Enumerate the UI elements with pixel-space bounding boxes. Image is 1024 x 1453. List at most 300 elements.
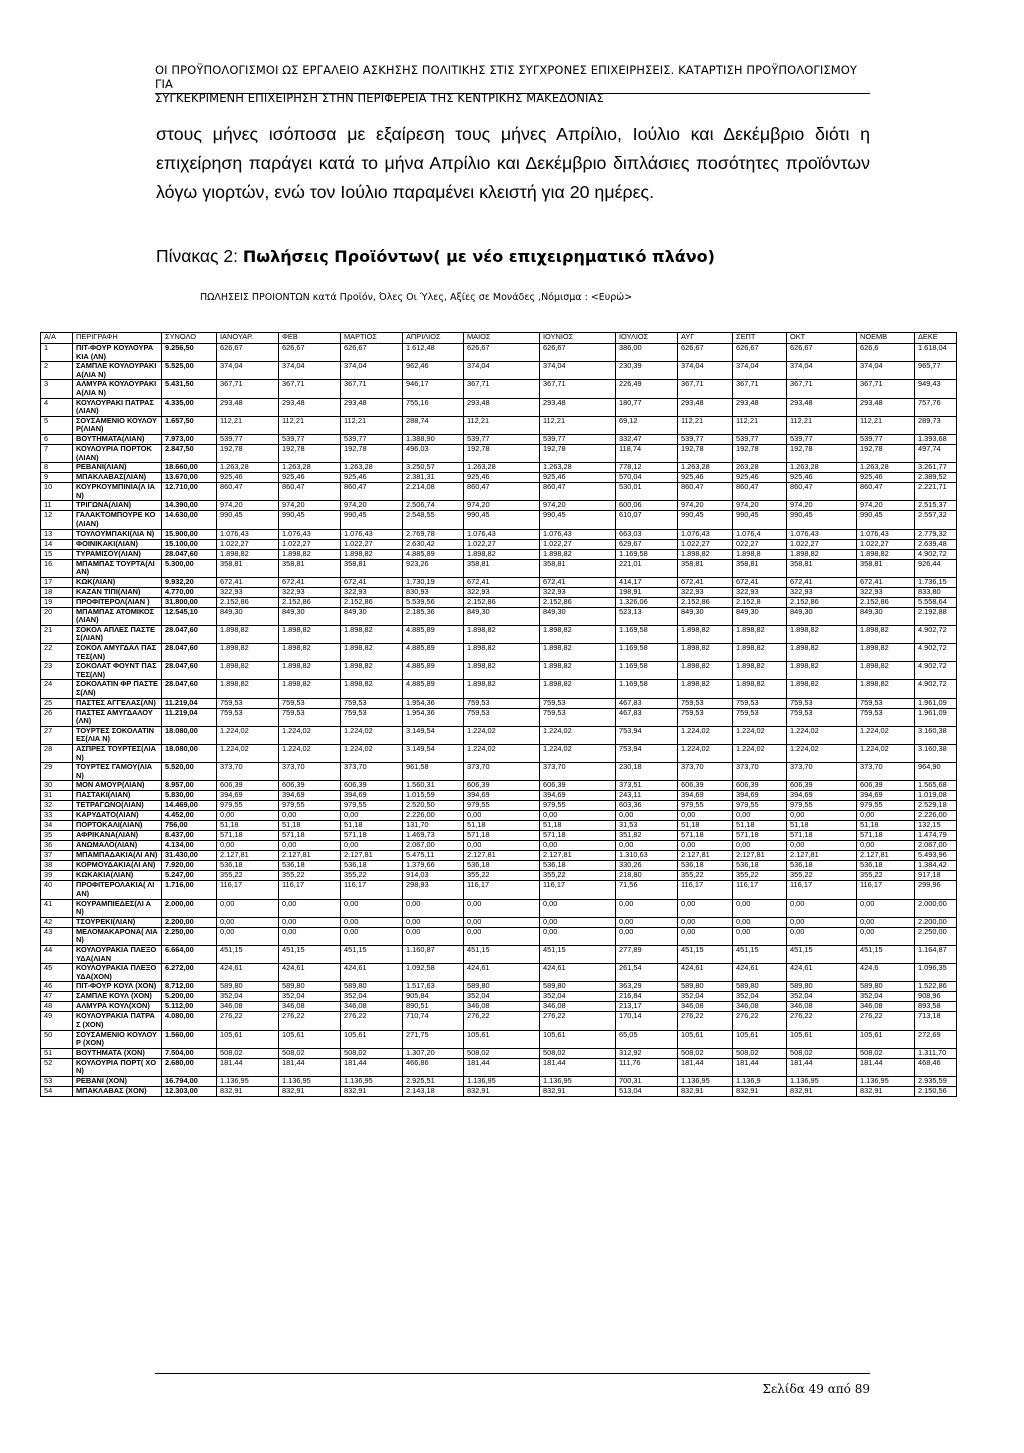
month-value: 1.224,02 — [733, 726, 787, 744]
month-value: 181,44 — [678, 1058, 733, 1076]
month-value: 925,46 — [857, 473, 915, 483]
month-value: 276,22 — [279, 1012, 341, 1030]
table-row — [41, 763, 957, 781]
column-header: ΣΥΝΟΛΟ — [162, 333, 217, 344]
month-value: 606,39 — [787, 781, 857, 791]
month-value: 832,91 — [678, 1086, 733, 1096]
month-value: 1.522,86 — [915, 982, 957, 992]
total-cell: 7.973,00 — [162, 434, 217, 444]
row-number: 26 — [41, 708, 73, 726]
product-name: ΡΕΒΑΝΙ(ΛΙΑΝ) — [73, 463, 162, 473]
month-value: 346,08 — [464, 1002, 540, 1012]
row-number: 2 — [41, 362, 73, 380]
month-value: 192,78 — [464, 444, 540, 462]
product-name: ΤΟΥΛΟΥΜΠΑΚΙ(ΛΙΑ Ν) — [73, 529, 162, 539]
month-value: 700,31 — [616, 1076, 678, 1086]
row-number: 29 — [41, 763, 73, 781]
table-row — [41, 597, 957, 607]
month-value: 1.898,82 — [857, 549, 915, 559]
month-value: 974,20 — [279, 501, 341, 511]
month-value: 0,00 — [733, 841, 787, 851]
product-name: ΠΡΟΦΙΤΕΡΟΛ(ΛΙΑΝ ) — [73, 597, 162, 607]
month-value: 367,71 — [279, 380, 341, 398]
month-value: 424,61 — [217, 964, 279, 982]
month-value: 367,71 — [857, 380, 915, 398]
month-value: 1.898,82 — [540, 644, 616, 662]
month-value: 5.475,11 — [403, 851, 464, 861]
month-value: 1.898,82 — [341, 662, 403, 680]
total-cell: 6.664,00 — [162, 945, 217, 963]
table-row — [41, 444, 957, 462]
total-cell: 7.920,00 — [162, 861, 217, 871]
month-value: 1.224,02 — [787, 745, 857, 763]
month-value: 536,18 — [279, 861, 341, 871]
month-value: 914,03 — [403, 871, 464, 881]
month-value: 2.152,86 — [540, 597, 616, 607]
total-cell: 5.200,00 — [162, 992, 217, 1002]
month-value: 0,00 — [279, 841, 341, 851]
month-value: 0,00 — [403, 927, 464, 945]
month-value: 192,78 — [857, 444, 915, 462]
month-value: 589,80 — [857, 982, 915, 992]
month-value: 2.226,00 — [915, 811, 957, 821]
month-value: 2.935,59 — [915, 1076, 957, 1086]
month-value: 0,00 — [616, 841, 678, 851]
table-row — [41, 680, 957, 698]
row-number: 10 — [41, 483, 73, 501]
table-row — [41, 781, 957, 791]
month-value: 508,02 — [857, 1048, 915, 1058]
month-value: 373,51 — [616, 781, 678, 791]
month-value: 1.517,63 — [403, 982, 464, 992]
row-number: 37 — [41, 851, 73, 861]
month-value: 116,17 — [464, 881, 540, 899]
month-value: 759,53 — [857, 698, 915, 708]
row-number: 8 — [41, 463, 73, 473]
product-name: ΚΟΥΛΟΥΡΑΚΙΑ ΠΛΕΞΟΥΔΑ(ΧΟΝ) — [73, 964, 162, 982]
month-value: 672,41 — [540, 577, 616, 587]
month-value: 2.529,18 — [915, 801, 957, 811]
product-name: ΑΦΡΙΚΑΝΑ(ΛΙΑΝ) — [73, 831, 162, 841]
month-value: 51,18 — [857, 821, 915, 831]
product-name: ΒΟΥΤΗΜΑΤΑ (ΧΟΝ) — [73, 1048, 162, 1058]
month-value: 1.898,82 — [464, 549, 540, 559]
month-value: 672,41 — [464, 577, 540, 587]
month-value: 111,76 — [616, 1058, 678, 1076]
row-number: 14 — [41, 539, 73, 549]
month-value: 539,77 — [279, 434, 341, 444]
product-name: ΚΟΥΛΟΥΡΙΑ ΠΟΡΤ( ΧΟΝ) — [73, 1058, 162, 1076]
month-value: 1.388,90 — [403, 434, 464, 444]
total-cell: 1.716,00 — [162, 881, 217, 899]
product-name: ΤΟΥΡΤΕΣ ΓΑΜΟΥ(ΛΙΑΝ) — [73, 763, 162, 781]
column-header: ΣΕΠΤ — [733, 333, 787, 344]
month-value: 979,55 — [540, 801, 616, 811]
table-row — [41, 831, 957, 841]
month-value: 536,18 — [857, 861, 915, 871]
month-value: 1.160,87 — [403, 945, 464, 963]
month-value: 925,46 — [217, 473, 279, 483]
month-value: 606,39 — [217, 781, 279, 791]
table-row — [41, 1002, 957, 1012]
total-cell: 31.800,00 — [162, 597, 217, 607]
product-name: ΚΟΥΛΟΥΡΑΚΙΑ ΠΑΤΡΑΣ (ΧΟΝ) — [73, 1012, 162, 1030]
month-value: 1.263,28 — [217, 463, 279, 473]
row-number: 12 — [41, 511, 73, 529]
month-value: 1.898,82 — [217, 549, 279, 559]
product-name: ΚΟΡΜΟΥΔΑΚΙΑ(ΛΙ ΑΝ) — [73, 861, 162, 871]
month-value: 925,46 — [787, 473, 857, 483]
month-value: 355,22 — [540, 871, 616, 881]
month-value: 373,70 — [217, 763, 279, 781]
row-number: 11 — [41, 501, 73, 511]
month-value: 759,53 — [217, 698, 279, 708]
total-cell: 12.545,10 — [162, 607, 217, 625]
table-row — [41, 587, 957, 597]
month-value: 1.898,82 — [217, 680, 279, 698]
product-name: ΚΑΖΑΝ ΤΙΠΙ(ΛΙΑΝ) — [73, 587, 162, 597]
month-value: 0,00 — [341, 917, 403, 927]
month-value: 298,93 — [403, 881, 464, 899]
month-value: 276,22 — [341, 1012, 403, 1030]
month-value: 192,78 — [678, 444, 733, 462]
month-value: 363,29 — [616, 982, 678, 992]
month-value: 1.469,73 — [403, 831, 464, 841]
month-value: 451,15 — [279, 945, 341, 963]
table-row — [41, 1030, 957, 1048]
month-value: 105,61 — [279, 1030, 341, 1048]
month-value: 271,75 — [403, 1030, 464, 1048]
table-row — [41, 501, 957, 511]
month-value: 0,00 — [857, 841, 915, 851]
month-value: 0,00 — [678, 899, 733, 917]
month-value: 3.160,38 — [915, 726, 957, 744]
month-value: 4.885,89 — [403, 625, 464, 643]
month-value: 2.639,48 — [915, 539, 957, 549]
month-value: 1.393,68 — [915, 434, 957, 444]
month-value: 192,78 — [787, 444, 857, 462]
month-value: 374,04 — [279, 362, 341, 380]
month-value: 1.898,82 — [217, 625, 279, 643]
month-value: 979,55 — [787, 801, 857, 811]
month-value: 358,81 — [678, 559, 733, 577]
month-value: 0,00 — [678, 841, 733, 851]
month-value: 571,18 — [279, 831, 341, 841]
row-number: 18 — [41, 587, 73, 597]
total-cell: 2.000,00 — [162, 899, 217, 917]
month-value: 322,93 — [279, 587, 341, 597]
table-row — [41, 801, 957, 811]
table-row — [41, 483, 957, 501]
month-value: 2.143,18 — [403, 1086, 464, 1096]
month-value: 759,53 — [279, 698, 341, 708]
month-value: 496,03 — [403, 444, 464, 462]
total-cell: 11.219,04 — [162, 698, 217, 708]
month-value: 1.263,28 — [678, 463, 733, 473]
month-value: 832,91 — [857, 1086, 915, 1096]
month-value: 1.224,02 — [341, 745, 403, 763]
month-value: 990,45 — [540, 511, 616, 529]
month-value: 1.136,95 — [857, 1076, 915, 1086]
product-name: ΣΟΥΣΑΜΕΝΙΟ ΚΟΥΛΟΥΡ (ΧΟΝ) — [73, 1030, 162, 1048]
table-row — [41, 745, 957, 763]
month-value: 51,18 — [279, 821, 341, 831]
month-value: 893,58 — [915, 1002, 957, 1012]
column-header: ΟΚΤ — [787, 333, 857, 344]
month-value: 322,93 — [540, 587, 616, 597]
month-value: 1.961,09 — [915, 708, 957, 726]
month-value: 1.263,28 — [857, 463, 915, 473]
month-value: 508,02 — [733, 1048, 787, 1058]
month-value: 394,69 — [787, 791, 857, 801]
month-value: 116,17 — [678, 881, 733, 899]
month-value: 830,93 — [403, 587, 464, 597]
month-value: 355,22 — [341, 871, 403, 881]
month-value: 0,00 — [616, 927, 678, 945]
month-value: 322,93 — [341, 587, 403, 597]
month-value: 374,04 — [341, 362, 403, 380]
month-value: 394,69 — [464, 791, 540, 801]
month-value: 1.898,82 — [678, 625, 733, 643]
month-value: 2.067,00 — [915, 841, 957, 851]
month-value: 0,00 — [217, 917, 279, 927]
month-value: 386,00 — [616, 344, 678, 362]
month-value: 1.898,82 — [787, 662, 857, 680]
month-value: 1.898,82 — [733, 662, 787, 680]
month-value: 1.961,09 — [915, 698, 957, 708]
month-value: 3.160,38 — [915, 745, 957, 763]
month-value: 1.898,82 — [857, 644, 915, 662]
month-value: 192,78 — [279, 444, 341, 462]
month-value: 451,15 — [787, 945, 857, 963]
month-value: 974,20 — [857, 501, 915, 511]
month-value: 536,18 — [464, 861, 540, 871]
row-number: 52 — [41, 1058, 73, 1076]
month-value: 757,76 — [915, 398, 957, 416]
month-value: 0,00 — [464, 927, 540, 945]
month-value: 293,48 — [341, 398, 403, 416]
month-value: 51,18 — [217, 821, 279, 831]
month-value: 1.898,82 — [341, 680, 403, 698]
month-value: 1.263,28 — [279, 463, 341, 473]
total-cell: 5.112,00 — [162, 1002, 217, 1012]
month-value: 352,04 — [279, 992, 341, 1002]
month-value: 1.224,02 — [464, 745, 540, 763]
month-value: 1.224,02 — [279, 726, 341, 744]
month-value: 132,15 — [915, 821, 957, 831]
month-value: 1.224,02 — [787, 726, 857, 744]
month-value: 1.898,82 — [341, 644, 403, 662]
row-number: 1 — [41, 344, 73, 362]
month-value: 2.152,86 — [678, 597, 733, 607]
product-name: ΠΑΣΤΑΚΙ(ΛΙΑΝ) — [73, 791, 162, 801]
month-value: 860,47 — [217, 483, 279, 501]
column-header: ΙΟΥΝΙΟΣ — [540, 333, 616, 344]
month-value: 0,00 — [616, 899, 678, 917]
month-value: 626,67 — [464, 344, 540, 362]
product-name: ΜΟΝ ΑΜΟΥΡ(ΛΙΑΝ) — [73, 781, 162, 791]
product-name: ΜΠΑΚΛΑΒΑΣ(ΛΙΑΝ) — [73, 473, 162, 483]
column-header: ΙΑΝΟΥΑΡ. — [217, 333, 279, 344]
month-value: 467,83 — [616, 708, 678, 726]
month-value: 508,02 — [341, 1048, 403, 1058]
product-name: ΚΑΡΥΔΑΤΟ(ΛΙΑΝ) — [73, 811, 162, 821]
month-value: 1.898,82 — [857, 625, 915, 643]
month-value: 0,00 — [787, 917, 857, 927]
month-value: 759,53 — [733, 698, 787, 708]
month-value: 373,70 — [540, 763, 616, 781]
month-value: 1.022,27 — [464, 539, 540, 549]
month-value: 0,00 — [540, 811, 616, 821]
total-cell: 14.630,00 — [162, 511, 217, 529]
month-value: 1.263,28 — [787, 463, 857, 473]
month-value: 346,08 — [787, 1002, 857, 1012]
month-value: 0,00 — [787, 811, 857, 821]
month-value: 293,48 — [857, 398, 915, 416]
table-row — [41, 945, 957, 963]
month-value: 105,61 — [733, 1030, 787, 1048]
month-value: 759,53 — [217, 708, 279, 726]
month-value: 51,18 — [787, 821, 857, 831]
row-number: 3 — [41, 380, 73, 398]
total-cell: 8.957,00 — [162, 781, 217, 791]
total-cell: 14.469,00 — [162, 801, 217, 811]
total-cell: 2.250,00 — [162, 927, 217, 945]
month-value: 1.263,28 — [341, 463, 403, 473]
month-value: 1.136,95 — [341, 1076, 403, 1086]
month-value: 508,02 — [540, 1048, 616, 1058]
month-value: 1.898,82 — [857, 662, 915, 680]
table-row — [41, 416, 957, 434]
month-value: 990,45 — [857, 511, 915, 529]
month-value: 358,81 — [787, 559, 857, 577]
month-value: 1.898,82 — [279, 680, 341, 698]
month-value: 332,47 — [616, 434, 678, 444]
body-paragraph: στους μήνες ισόποσα με εξαίρεση τους μήνες Απρίλιο, Ιούλιο και Δεκέμβριο διότι η επιχείρηση παράγει κατά το μήνα Απρίλιο και Δεκέμβριο διπλάσιες ποσότητες προϊόντων λόγω γιορτών, ενώ τον Ιούλιο παραμένει κλειστή για 20 ημέρες. — [156, 124, 870, 202]
month-value: 753,94 — [616, 726, 678, 744]
product-name: ΠΑΣΤΕΣ ΑΓΓΕΛΑΣ(ΛΝ) — [73, 698, 162, 708]
table-row — [41, 434, 957, 444]
month-value: 289,73 — [915, 416, 957, 434]
month-value: 451,15 — [464, 945, 540, 963]
product-name: ΠΙΤ-ΦΟΥΡ ΚΟΥΛΟΥΡΑΚΙΑ (ΛΝ) — [73, 344, 162, 362]
month-value: 672,41 — [341, 577, 403, 587]
month-value: 394,69 — [733, 791, 787, 801]
month-value: 1.898,82 — [787, 625, 857, 643]
month-value: 606,39 — [464, 781, 540, 791]
total-cell: 28.047,60 — [162, 549, 217, 559]
month-value: 1.898,82 — [540, 662, 616, 680]
month-value: 539,77 — [540, 434, 616, 444]
month-value: 672,41 — [217, 577, 279, 587]
month-value: 925,46 — [678, 473, 733, 483]
month-value: 116,17 — [787, 881, 857, 899]
month-value: 0,00 — [279, 927, 341, 945]
month-value: 536,18 — [341, 861, 403, 871]
page-header — [155, 63, 870, 105]
month-value: 2.779,32 — [915, 529, 957, 539]
month-value: 979,55 — [857, 801, 915, 811]
month-value: 1.224,02 — [857, 726, 915, 744]
total-cell: 1.657,50 — [162, 416, 217, 434]
month-value: 3.250,57 — [403, 463, 464, 473]
month-value: 116,17 — [217, 881, 279, 899]
month-value: 626,6 — [857, 344, 915, 362]
month-value: 355,22 — [217, 871, 279, 881]
month-value: 276,22 — [217, 1012, 279, 1030]
month-value: 5.493,96 — [915, 851, 957, 861]
product-name: ΚΩΚ(ΛΙΑΝ) — [73, 577, 162, 587]
month-value: 0,00 — [616, 917, 678, 927]
month-value: 0,00 — [464, 899, 540, 917]
month-value: 2.548,55 — [403, 511, 464, 529]
month-value: 51,18 — [540, 821, 616, 831]
row-number: 7 — [41, 444, 73, 462]
month-value: 3.261,77 — [915, 463, 957, 473]
total-cell: 2.680,00 — [162, 1058, 217, 1076]
month-value: 322,93 — [787, 587, 857, 597]
month-value: 112,21 — [217, 416, 279, 434]
month-value: 2.381,31 — [403, 473, 464, 483]
month-value: 990,45 — [678, 511, 733, 529]
month-value: 112,21 — [464, 416, 540, 434]
product-name: ΜΠΑΚΛΑΒΑΣ (ΧΟΝ) — [73, 1086, 162, 1096]
month-value: 1.076,43 — [678, 529, 733, 539]
month-value: 322,93 — [217, 587, 279, 597]
month-value: 2.152,86 — [464, 597, 540, 607]
month-value: 1.169,58 — [616, 549, 678, 559]
month-value: 355,22 — [733, 871, 787, 881]
month-value: 105,61 — [540, 1030, 616, 1048]
month-value: 181,44 — [857, 1058, 915, 1076]
month-value: 1.076,43 — [341, 529, 403, 539]
product-name: ΠΟΡΤΟΚΑΛΙ(ΛΙΑΝ) — [73, 821, 162, 831]
month-value: 374,04 — [678, 362, 733, 380]
month-value: 352,04 — [733, 992, 787, 1002]
month-value: 626,67 — [279, 344, 341, 362]
month-value: 272,69 — [915, 1030, 957, 1048]
month-value: 589,80 — [540, 982, 616, 992]
month-value: 5.539,56 — [403, 597, 464, 607]
month-value: 2.214,08 — [403, 483, 464, 501]
month-value: 0,00 — [341, 927, 403, 945]
month-value: 1.224,02 — [678, 726, 733, 744]
month-value: 0,00 — [540, 841, 616, 851]
month-value: 192,78 — [217, 444, 279, 462]
month-value: 1.136,95 — [678, 1076, 733, 1086]
month-value: 451,15 — [341, 945, 403, 963]
month-value: 1.898,82 — [217, 644, 279, 662]
month-value: 926,44 — [915, 559, 957, 577]
total-cell: 9.932,20 — [162, 577, 217, 587]
month-value: 860,47 — [733, 483, 787, 501]
month-value: 759,53 — [279, 708, 341, 726]
month-value: 226,49 — [616, 380, 678, 398]
month-value: 312,92 — [616, 1048, 678, 1058]
row-number: 34 — [41, 821, 73, 831]
month-value: 1.898,82 — [341, 549, 403, 559]
table-row — [41, 662, 957, 680]
month-value: 2.226,00 — [403, 811, 464, 821]
month-value: 51,18 — [733, 821, 787, 831]
month-value: 1.898,82 — [733, 625, 787, 643]
row-number: 17 — [41, 577, 73, 587]
month-value: 367,71 — [464, 380, 540, 398]
table-row — [41, 821, 957, 831]
month-value: 276,22 — [464, 1012, 540, 1030]
product-name: ΚΟΥΛΟΥΡΑΚΙΑ ΠΛΕΞΟΥΔΑ(ΛΙΑΝ — [73, 945, 162, 963]
month-value: 1.565,68 — [915, 781, 957, 791]
